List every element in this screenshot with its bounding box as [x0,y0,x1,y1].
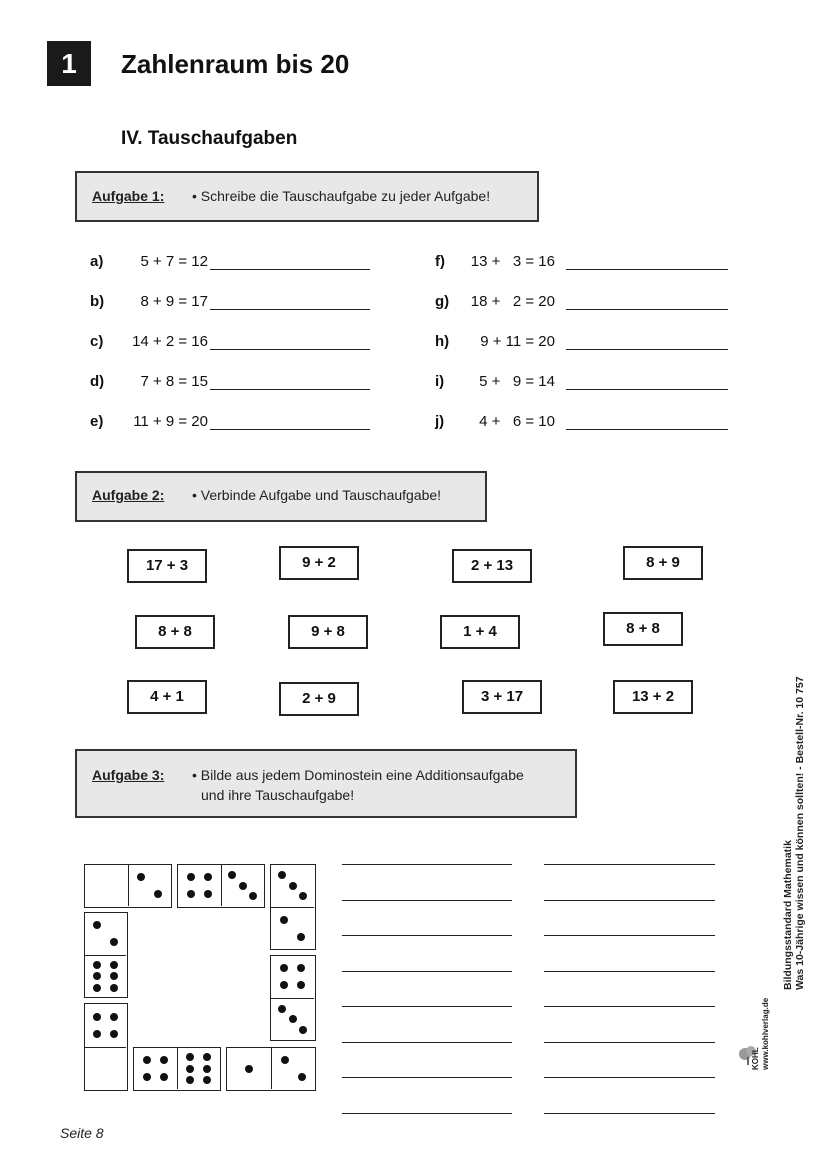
domino-half [85,1047,126,1090]
task3-instruction-line1: • Bilde aus jedem Dominostein eine Additionsaufgabe [192,767,524,783]
answer-line[interactable] [210,429,370,430]
domino-half [221,865,264,906]
domino-pip [93,1030,101,1038]
term-box[interactable]: 8 + 8 [603,612,683,646]
domino-tile [226,1047,316,1091]
domino-half [85,913,126,955]
domino-pip [298,1073,306,1081]
domino-pip [239,882,247,890]
term-box[interactable]: 2 + 9 [279,682,359,716]
answer-line[interactable] [544,935,715,936]
task1-instruction: • Schreibe die Tauschaufgabe zu jeder Aufgabe! [192,188,491,204]
domino-half [227,1048,271,1089]
chapter-title: Zahlenraum bis 20 [121,49,350,79]
domino-pip [228,871,236,879]
domino-half [271,956,314,998]
exercise-row [90,373,208,390]
answer-line[interactable] [210,389,370,390]
task2-instruction: • Verbinde Aufgabe und Tauschaufgabe! [192,487,442,503]
domino-pip [204,890,212,898]
domino-half [271,1048,315,1089]
term-box[interactable]: 17 + 3 [127,549,207,583]
domino-pip [297,981,305,989]
exercise-row [435,413,555,430]
domino-pip [110,972,118,980]
domino-tile [133,1047,221,1091]
exercise-letter: g) [435,293,450,310]
domino-pip [203,1076,211,1084]
domino-pip [93,961,101,969]
answer-line[interactable] [566,429,728,430]
answer-line[interactable] [544,1113,715,1114]
sidebar-line2: Was 10-Jährige wissen und können sollten! - Bestell-Nr. 10 757 [794,676,806,990]
answer-line[interactable] [342,1077,512,1078]
domino-half [134,1048,177,1089]
term-box[interactable]: 8 + 8 [135,615,215,649]
domino-pip [280,964,288,972]
domino-pip [297,964,305,972]
domino-pip [280,981,288,989]
domino-pip [278,1005,286,1013]
task1-label: Aufgabe 1: [92,188,165,204]
domino-pip [297,933,305,941]
answer-line[interactable] [566,389,728,390]
answer-line[interactable] [342,1113,512,1114]
task2-box [75,471,487,522]
task2-label: Aufgabe 2: [92,487,165,503]
domino-pip [110,1013,118,1021]
domino-pip [93,972,101,980]
domino-pip [110,938,118,946]
domino-pip [280,916,288,924]
domino-pip [186,1053,194,1061]
exercise-row [435,293,555,310]
term-box[interactable]: 9 + 2 [279,546,359,580]
domino-pip [160,1073,168,1081]
domino-half [178,865,221,906]
domino-pip [204,873,212,881]
domino-pip [187,890,195,898]
exercise-row [90,413,208,430]
domino-pip [93,921,101,929]
domino-pip [203,1053,211,1061]
exercise-equation: 5 + 9 = 14 [479,373,555,390]
answer-line[interactable] [342,900,512,901]
sidebar-line1: Bildungsstandard Mathematik [782,840,794,990]
term-box[interactable]: 4 + 1 [127,680,207,714]
exercise-row [435,333,555,350]
domino-tile [177,864,265,908]
term-box[interactable]: 1 + 4 [440,615,520,649]
answer-line[interactable] [544,1042,715,1043]
answer-line[interactable] [342,935,512,936]
domino-pip [186,1076,194,1084]
domino-tile [84,1003,128,1091]
exercise-equation: 7 + 8 = 15 [140,373,208,390]
domino-pip [93,1013,101,1021]
exercise-row [90,333,208,350]
exercise-letter: j) [435,413,445,430]
answer-line[interactable] [544,1077,715,1078]
domino-pip [154,890,162,898]
domino-tile [84,912,128,998]
domino-pip [289,882,297,890]
answer-line[interactable] [566,349,728,350]
task3-label: Aufgabe 3: [92,767,165,783]
answer-line[interactable] [210,349,370,350]
domino-pip [299,892,307,900]
exercise-row [90,293,208,310]
publisher-name: KOHL [751,1047,760,1070]
answer-line[interactable] [342,971,512,972]
exercise-letter: d) [90,373,105,390]
exercise-row [435,253,555,270]
answer-line[interactable] [210,269,370,270]
task3-instruction [192,765,524,805]
domino-pip [281,1056,289,1064]
domino-pip [110,961,118,969]
domino-tile [84,864,172,908]
domino-pip [143,1056,151,1064]
answer-line[interactable] [544,971,715,972]
domino-pip [143,1073,151,1081]
exercise-equation: 18 + 2 = 20 [470,293,555,310]
task1-box [75,171,539,222]
publisher-website: www.kohlverlag.de [761,997,770,1070]
domino-pip [93,984,101,992]
domino-pip [289,1015,297,1023]
answer-line[interactable] [342,1006,512,1007]
section-title: IV. Tauschaufgaben [121,128,298,149]
exercise-equation: 13 + 3 = 16 [470,253,555,270]
domino-tile [270,955,316,1041]
exercise-row [90,253,208,270]
domino-pip [203,1065,211,1073]
domino-pip [245,1065,253,1073]
domino-half [85,955,126,997]
exercise-letter: a) [90,253,104,270]
publisher-text [751,998,771,1070]
page-number: Seite 8 [60,1125,104,1141]
exercise-equation: 11 + 9 = 20 [133,413,208,430]
exercise-equation: 5 + 7 = 12 [140,253,208,270]
term-box[interactable]: 3 + 17 [462,680,542,714]
sidebar-series-text [782,676,806,990]
term-box[interactable]: 8 + 9 [623,546,703,580]
exercise-letter: e) [90,413,104,430]
answer-line[interactable] [544,900,715,901]
exercise-letter: h) [435,333,450,350]
domino-pip [160,1056,168,1064]
term-box[interactable]: 9 + 8 [288,615,368,649]
answer-line[interactable] [544,1006,715,1007]
exercise-equation: 4 + 6 = 10 [479,413,555,430]
domino-half [85,865,128,906]
domino-tile [270,864,316,950]
domino-pip [110,1030,118,1038]
exercise-letter: c) [90,333,104,350]
domino-pip [187,873,195,881]
domino-pip [110,984,118,992]
domino-pip [186,1065,194,1073]
answer-line[interactable] [342,1042,512,1043]
term-box[interactable]: 2 + 13 [452,549,532,583]
task3-box [75,749,577,818]
domino-pip [278,871,286,879]
term-box[interactable]: 13 + 2 [613,680,693,714]
exercise-equation: 9 + 11 = 20 [480,333,555,350]
domino-half [271,998,314,1040]
answer-line[interactable] [342,864,512,865]
domino-half [128,865,171,906]
answer-line[interactable] [566,309,728,310]
answer-line[interactable] [544,864,715,865]
domino-half [85,1004,126,1047]
answer-line[interactable] [566,269,728,270]
exercise-letter: i) [435,373,445,390]
domino-pip [299,1026,307,1034]
exercise-equation: 14 + 2 = 16 [132,333,208,350]
exercise-letter: f) [435,253,445,270]
domino-half [177,1048,220,1089]
exercise-row [435,373,555,390]
answer-line[interactable] [210,309,370,310]
exercise-letter: b) [90,293,105,310]
domino-half [271,865,314,907]
domino-pip [249,892,257,900]
exercise-equation: 8 + 9 = 17 [140,293,208,310]
domino-half [271,907,314,949]
task3-instruction-line2: und ihre Tauschaufgabe! [201,787,355,803]
chapter-number: 1 [47,41,91,86]
domino-pip [137,873,145,881]
